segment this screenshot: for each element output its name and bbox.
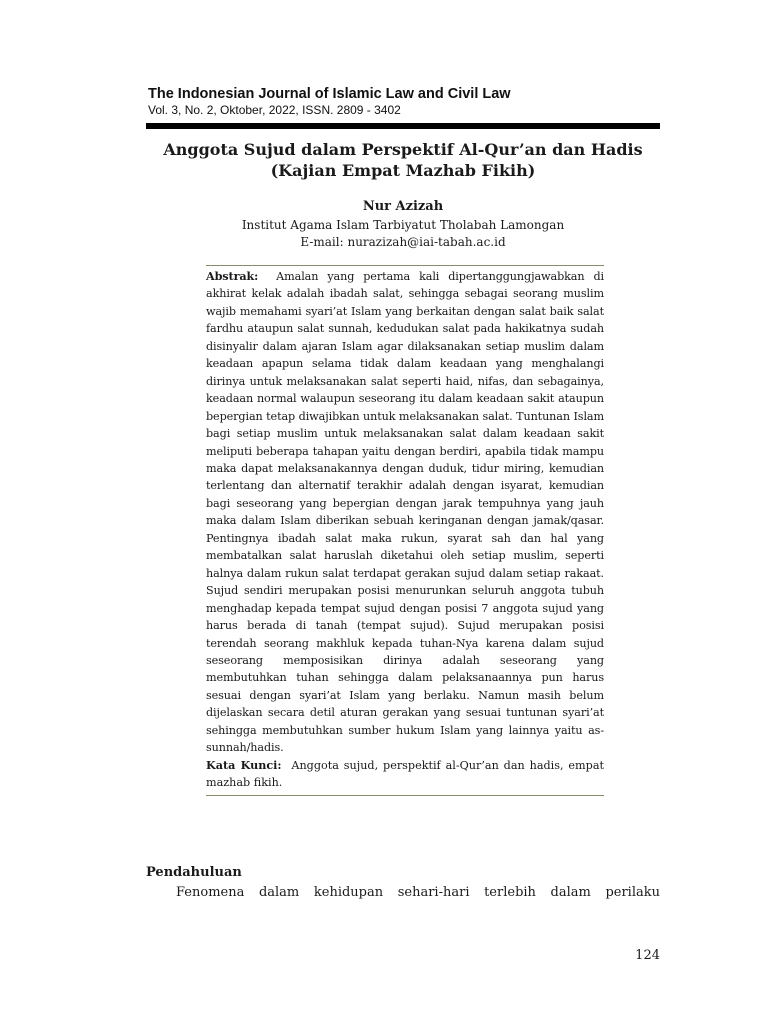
abstract-text: Amalan yang pertama kali dipertanggungjawabkan di akhirat kelak adalah ibadah salat, sehingga sebagai seorang muslim wajib memahami syari’at Islam yang berkaitan dengan salat baik salat fardhu ataupun salat sunnah, kedudukan salat pada hakikatnya sudah disinyalir dalam ajaran Islam agar dilaksanakan setiap muslim dalam keadaan apapun selama tidak dalam keadaan yang menghalangi dirinya untuk melaksanakan salat seperti haid, nifas, dan sebagainya, keadaan normal walaupun seseorang itu dalam keadaan sakit ataupun bepergian tetap diwajibkan untuk melaksanakan salat. Tuntunan Islam bagi setiap muslim untuk melaksanakan salat dalam keadaan sakit meliputi beberapa tahapan yaitu dengan berdiri, apabila tidak mampu maka dapat melaksanakannya dengan duduk, tidur miring, kemudian terlentang dan alternatif terakhir adalah dengan isyarat, kemudian bagi seseorang yang bepergian dengan jarak tempuhnya yang jauh maka dalam Islam diberikan sebuah keringanan dengan jamak/qasar. Pentingnya ibadah salat maka rukun, syarat sah dan hal yang membatalkan salat haruslah diketahui oleh setiap muslim, seperti halnya dalam rukun salat terdapat gerakan sujud dalam setiap rakaat. Sujud sendiri merupakan posisi menurunkan seluruh anggota tubuh menghadap kepada tempat sujud dengan posisi 7 anggota sujud yang harus berada di tanah (tempat sujud). Sujud merupakan posisi terendah seorang makhluk kepada tuhan-Nya karena dalam sujud seseorang memposisikan dirinya adalah seseorang yang membutuhkan tuhan sehingga dalam pelaksanaannya pun harus sesuai dengan syari’at Islam yang berlaku. Namun masih belum dijelaskan secara detil aturan gerakan yang sesuai tuntunan syari’at sehingga membutuhkan sumber hukum Islam yang lainnya yaitu as-sunnah/hadis. <box>206 270 604 755</box>
article-title-line-1: Anggota Sujud dalam Perspektif Al-Qur’an dan Hadis <box>163 140 643 159</box>
keywords-text: Anggota sujud, perspektif al-Qur’an dan hadis, empat mazhab fikih. <box>206 758 604 790</box>
header-divider <box>146 123 660 129</box>
abstract-label: Abstrak: <box>206 269 259 283</box>
abstract-paragraph <box>206 268 604 757</box>
page-number: 124 <box>635 948 660 963</box>
body-paragraph: Fenomena dalam kehidupan sehari-hari terlebih dalam perilaku <box>176 885 660 900</box>
author-affiliation: Institut Agama Islam Tarbiyatut Tholabah Lamongan <box>241 218 565 232</box>
abstract-box <box>206 265 604 796</box>
journal-name: The Indonesian Journal of Islamic Law and Civil Law <box>148 86 511 102</box>
journal-volume-info: Vol. 3, No. 2, Oktober, 2022, ISSN. 2809 - 3402 <box>148 103 401 117</box>
article-title <box>146 139 660 181</box>
author-email: E-mail: nurazizah@iai-tabah.ac.id <box>300 235 506 249</box>
author-name: Nur Azizah <box>362 199 444 214</box>
section-heading: Pendahuluan <box>146 865 242 880</box>
journal-header <box>148 86 668 117</box>
article-title-line-2: (Kajian Empat Mazhab Fikih) <box>270 161 536 180</box>
keywords-paragraph <box>206 757 604 792</box>
keywords-label: Kata Kunci: <box>206 757 282 772</box>
